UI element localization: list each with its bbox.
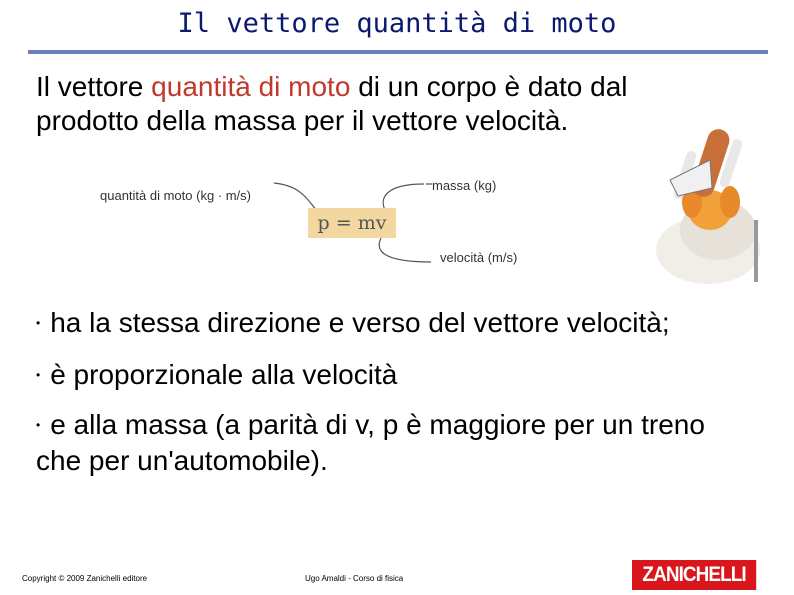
bullet-item-2 <box>36 358 397 394</box>
intro-text-before: Il vettore <box>36 71 152 102</box>
zanichelli-logo: ZANICHELLI <box>632 560 756 590</box>
footer-course: Ugo Amaldi - Corso di fisica <box>305 574 404 583</box>
momentum-formula-diagram <box>96 168 556 276</box>
momentum-label: quantità di moto (kg · m/s) <box>100 188 251 203</box>
slide-title: Il vettore quantità di moto <box>177 8 617 39</box>
velocity-label: velocità (m/s) <box>440 250 518 265</box>
bullet-dot: • <box>36 417 41 432</box>
momentum-formula: p = mv <box>308 208 396 238</box>
intro-highlight: quantità di moto <box>151 71 351 102</box>
mass-label: massa (kg) <box>432 178 497 193</box>
intro-text-after: di un corpo è dato dal prodotto della massa per il vettore velocità. <box>36 71 628 136</box>
intro-paragraph <box>36 70 736 138</box>
bullet-item-1 <box>36 306 670 342</box>
space-shuttle-launch-image <box>650 110 770 285</box>
footer-copyright: Copyright © 2009 Zanichelli editore <box>22 574 148 583</box>
title-divider <box>28 50 768 54</box>
bullet-text-2: è proporzionale alla velocità <box>50 359 398 390</box>
bullet-text-1: ha la stessa direzione e verso del vettore velocità; <box>50 307 670 338</box>
bullet-dot: • <box>36 315 41 330</box>
bullet-dot: • <box>36 367 41 382</box>
bullet-text-3: e alla massa (a parità di v, p è maggiore per un treno che per un'automobile). <box>36 409 705 476</box>
bullet-item-3 <box>36 408 736 478</box>
